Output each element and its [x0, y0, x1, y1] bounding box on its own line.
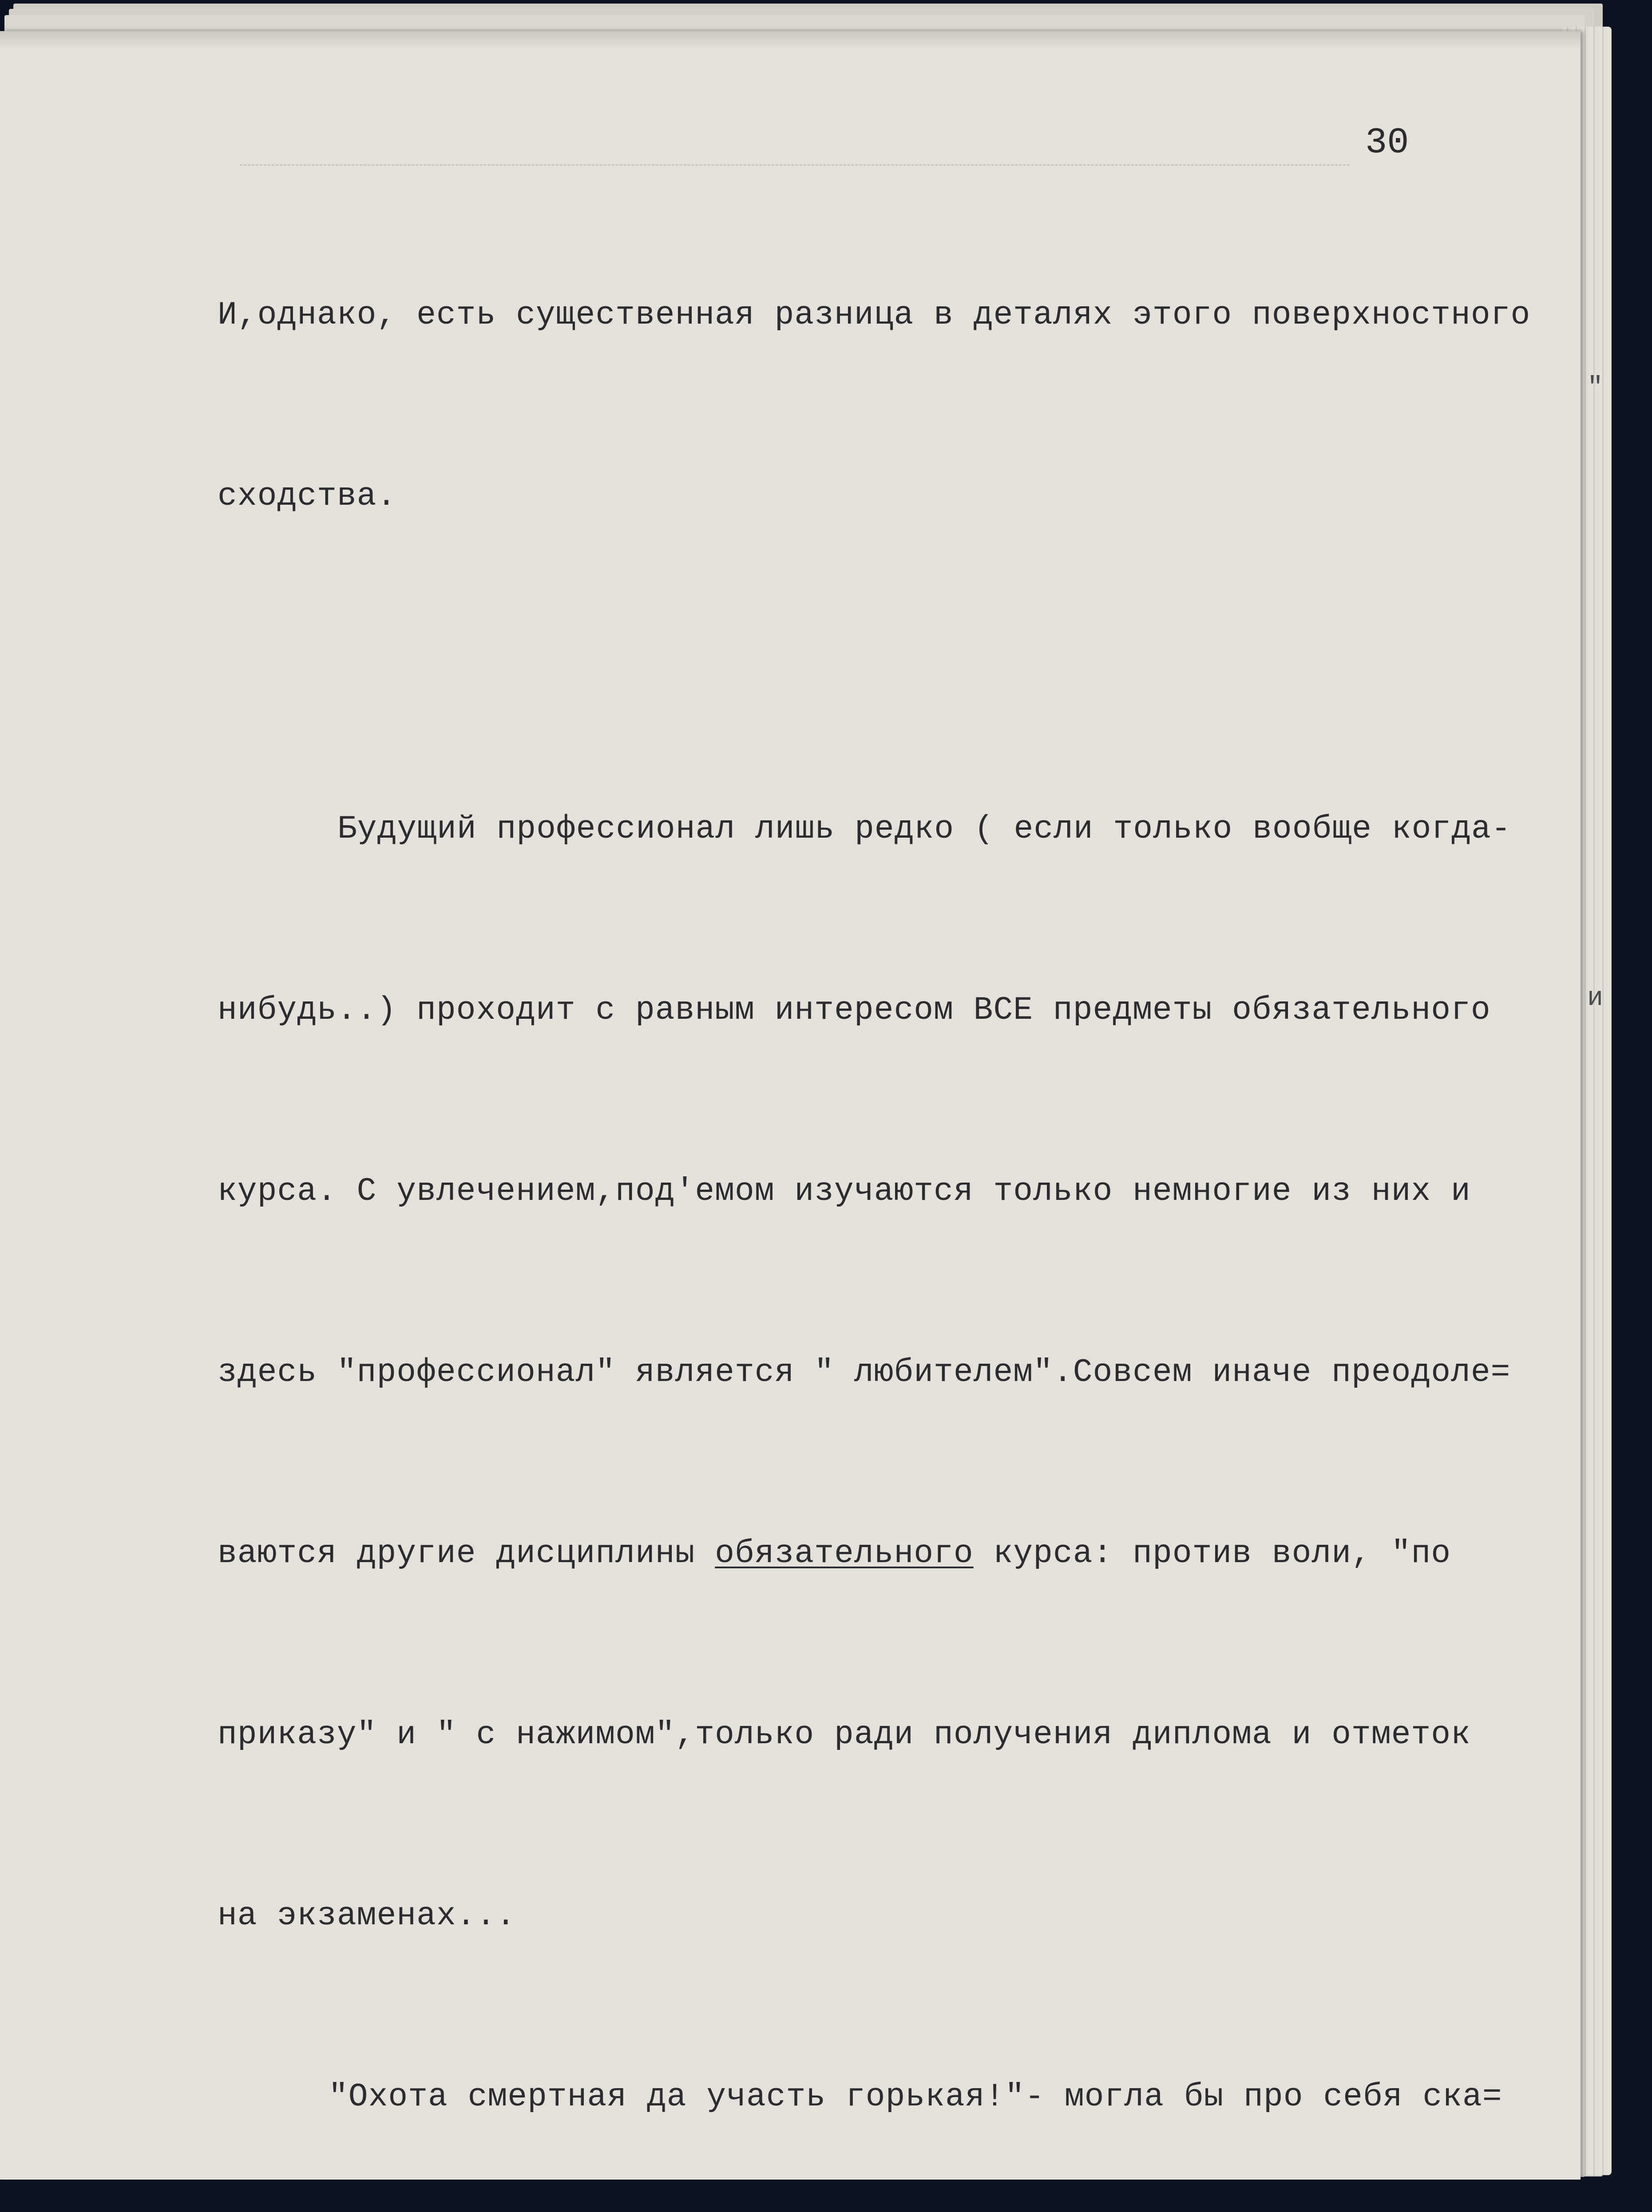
text-line: приказу" и " с нажимом",только ради получения диплома и отметок [218, 1716, 1471, 1753]
text-fragment: ваются другие дисциплины [218, 1535, 695, 1572]
page-number: 30 [1365, 122, 1409, 163]
text-line: здесь "профессионал" является " любителем".Совсем иначе преодоле= [218, 1354, 1511, 1391]
text-line: на экзаменах... [218, 1897, 516, 1934]
text-line: И,однако, есть существенная разница в деталях этого поверхностного [218, 297, 1531, 333]
text-fragment: курса: против воли, "по [993, 1535, 1451, 1572]
margin-mark: " [1587, 373, 1604, 403]
text-line: курса. С увлечением,под'емом изучаются только немногие из них и [218, 1173, 1471, 1210]
text-line: сходства. [218, 478, 397, 514]
margin-mark: и [1587, 983, 1604, 1013]
page-body [218, 164, 1541, 2212]
typed-page [0, 31, 1581, 2180]
underlined-word: обязательного [715, 1535, 974, 1572]
text-line: нибудь..) проходит с равным интересом ВСЕ предметы обязательного [218, 992, 1491, 1029]
text-line: Будущий профессионал лишь редко ( если только вообще когда- [337, 811, 1511, 847]
text-line-with-underline [218, 1523, 1541, 1584]
text-line: "Охота смертная да участь горькая!"- могла бы про себя ска= [329, 2078, 1502, 2115]
